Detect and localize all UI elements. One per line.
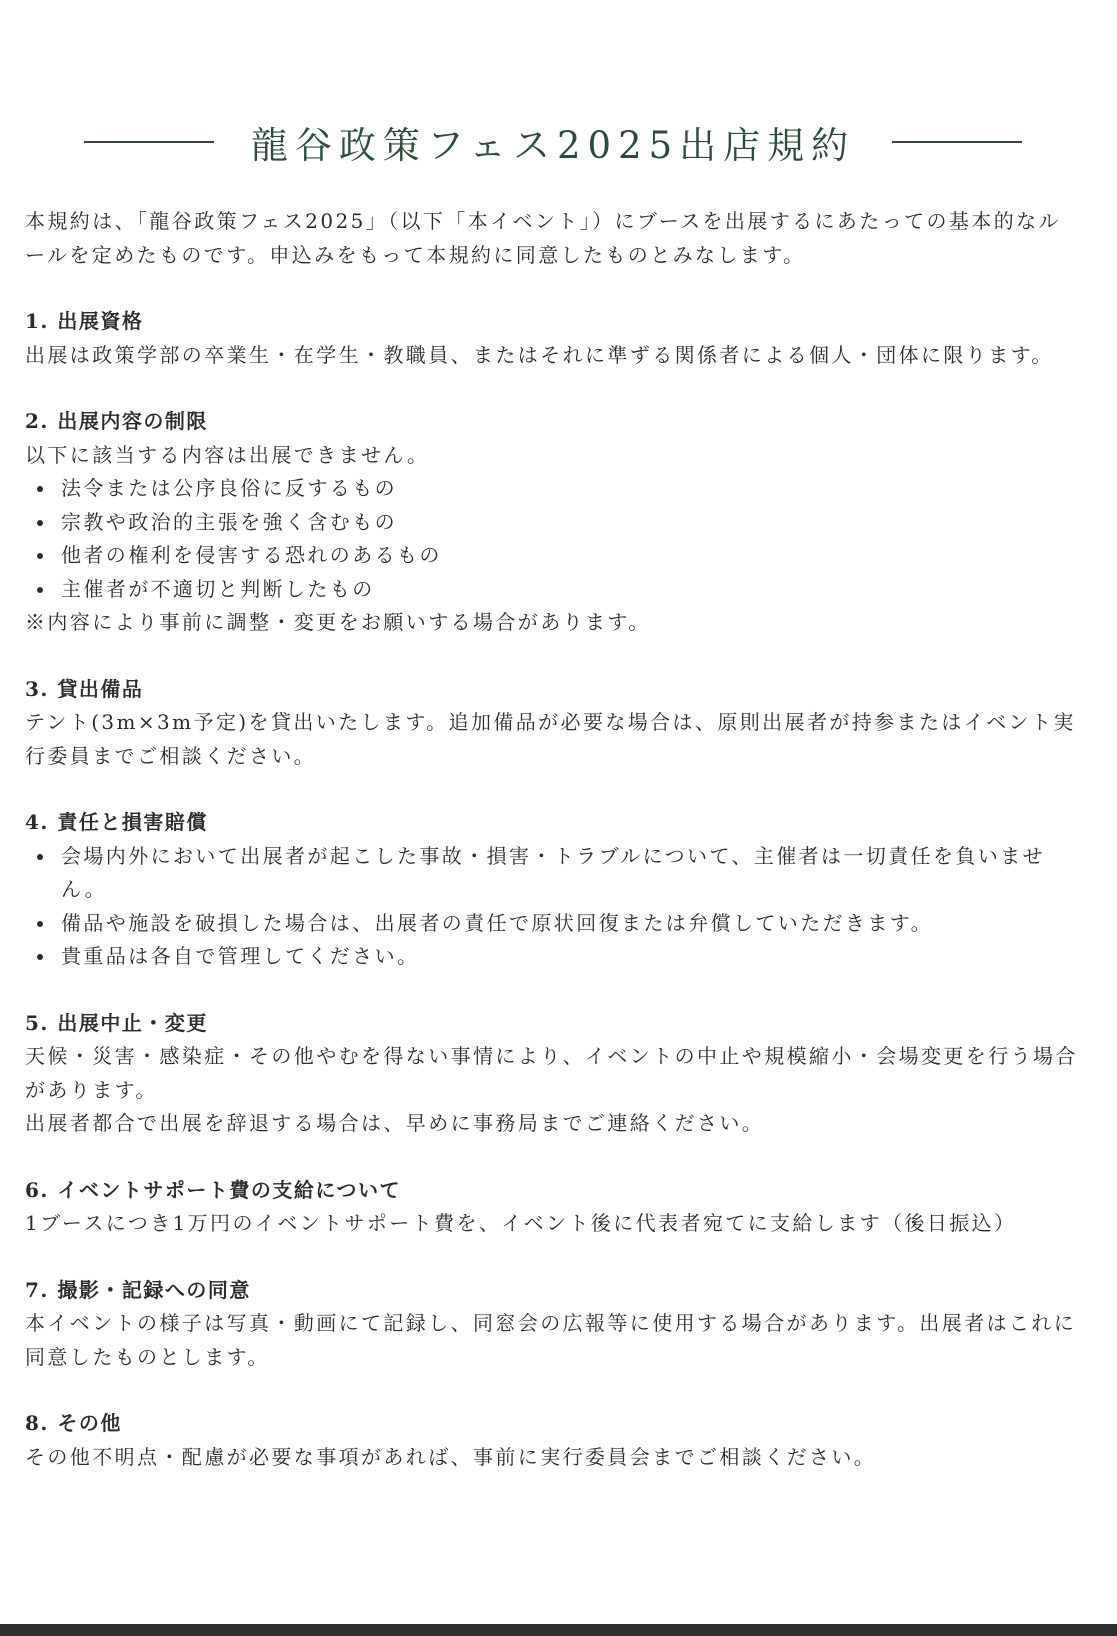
intro-paragraph: 本規約は、「龍谷政策フェス2025」（以下「本イベント」）にブースを出展するにあたっての基本的なルールを定めたものです。申込みをもって本規約に同意したものとみなします。: [25, 209, 1061, 267]
section-other: [25, 1407, 1080, 1474]
section-heading: 1. 出展資格: [25, 309, 144, 333]
list-item: 他者の権利を侵害する恐れのあるもの: [25, 539, 1080, 573]
section-note: ※内容により事前に調整・変更をお願いする場合があります。: [25, 610, 651, 634]
page-title: 龍谷政策フェス2025出店規約: [250, 124, 856, 167]
list-item: 会場内外において出展者が起こした事故・損害・トラブルについて、主催者は一切責任を負いません。: [25, 840, 1080, 907]
liability-list: [25, 840, 1080, 974]
section-support-fee: [25, 1174, 1080, 1241]
bottom-bar: [0, 1624, 1117, 1636]
title-rule-right: [892, 141, 1022, 143]
section-paragraph: 天候・災害・感染症・その他やむを得ない事情により、イベントの中止や規模縮小・会場変更を行う場合があります。: [25, 1044, 1078, 1102]
section-heading: 8. その他: [25, 1411, 122, 1435]
section-content-restrictions: [25, 405, 1080, 640]
section-paragraph: その他不明点・配慮が必要な事項があれば、事前に実行委員会までご相談ください。: [25, 1444, 877, 1469]
section-eligibility: [25, 305, 1080, 372]
section-heading: 3. 貸出備品: [25, 676, 144, 701]
section-paragraph: 以下に該当する内容は出展できません。: [25, 442, 430, 467]
list-item: 備品や施設を破損した場合は、出展者の責任で原状回復または弁償していただきます。: [25, 907, 1080, 941]
section-heading: 2. 出展内容の制限: [25, 409, 208, 433]
list-item: 法令または公序良俗に反するもの: [25, 472, 1080, 506]
section-paragraph: テント(3m×3m予定)を貸出いたします。追加備品が必要な場合は、原則出展者が持参またはイベント実行委員までご相談ください。: [25, 710, 1076, 768]
section-paragraph: 本イベントの様子は写真・動画にて記録し、同窓会の広報等に使用する場合があります。出展者はこれに同意したものとします。: [25, 1311, 1077, 1369]
section-cancellation: [25, 1007, 1080, 1141]
section-paragraph: 1ブースにつき1万円のイベントサポート費を、イベント後に代表者宛てに支給します（後日振込）: [25, 1211, 1017, 1235]
list-item: 貴重品は各自で管理してください。: [25, 940, 1080, 974]
section-heading: 6. イベントサポート費の支給について: [25, 1177, 401, 1202]
section-heading: 5. 出展中止・変更: [25, 1010, 208, 1035]
section-recording-consent: [25, 1274, 1080, 1375]
list-item: 主催者が不適切と判断したもの: [25, 573, 1080, 607]
section-heading: 7. 撮影・記録への同意: [25, 1277, 251, 1302]
list-item: 宗教や政治的主張を強く含むもの: [25, 506, 1080, 540]
section-rental-equipment: [25, 673, 1080, 774]
section-paragraph: 出展は政策学部の卒業生・在学生・教職員、またはそれに準ずる関係者による個人・団体に限ります。: [25, 342, 1054, 367]
title-rule-left: [84, 141, 214, 143]
title-row: [84, 112, 1022, 172]
terms-content: [25, 205, 1080, 1474]
section-paragraph: 出展者都合で出展を辞退する場合は、早めに事務局までご連絡ください。: [25, 1111, 765, 1135]
section-liability: [25, 806, 1080, 974]
section-heading: 4. 責任と損害賠償: [25, 810, 208, 834]
restriction-list: [25, 472, 1080, 606]
